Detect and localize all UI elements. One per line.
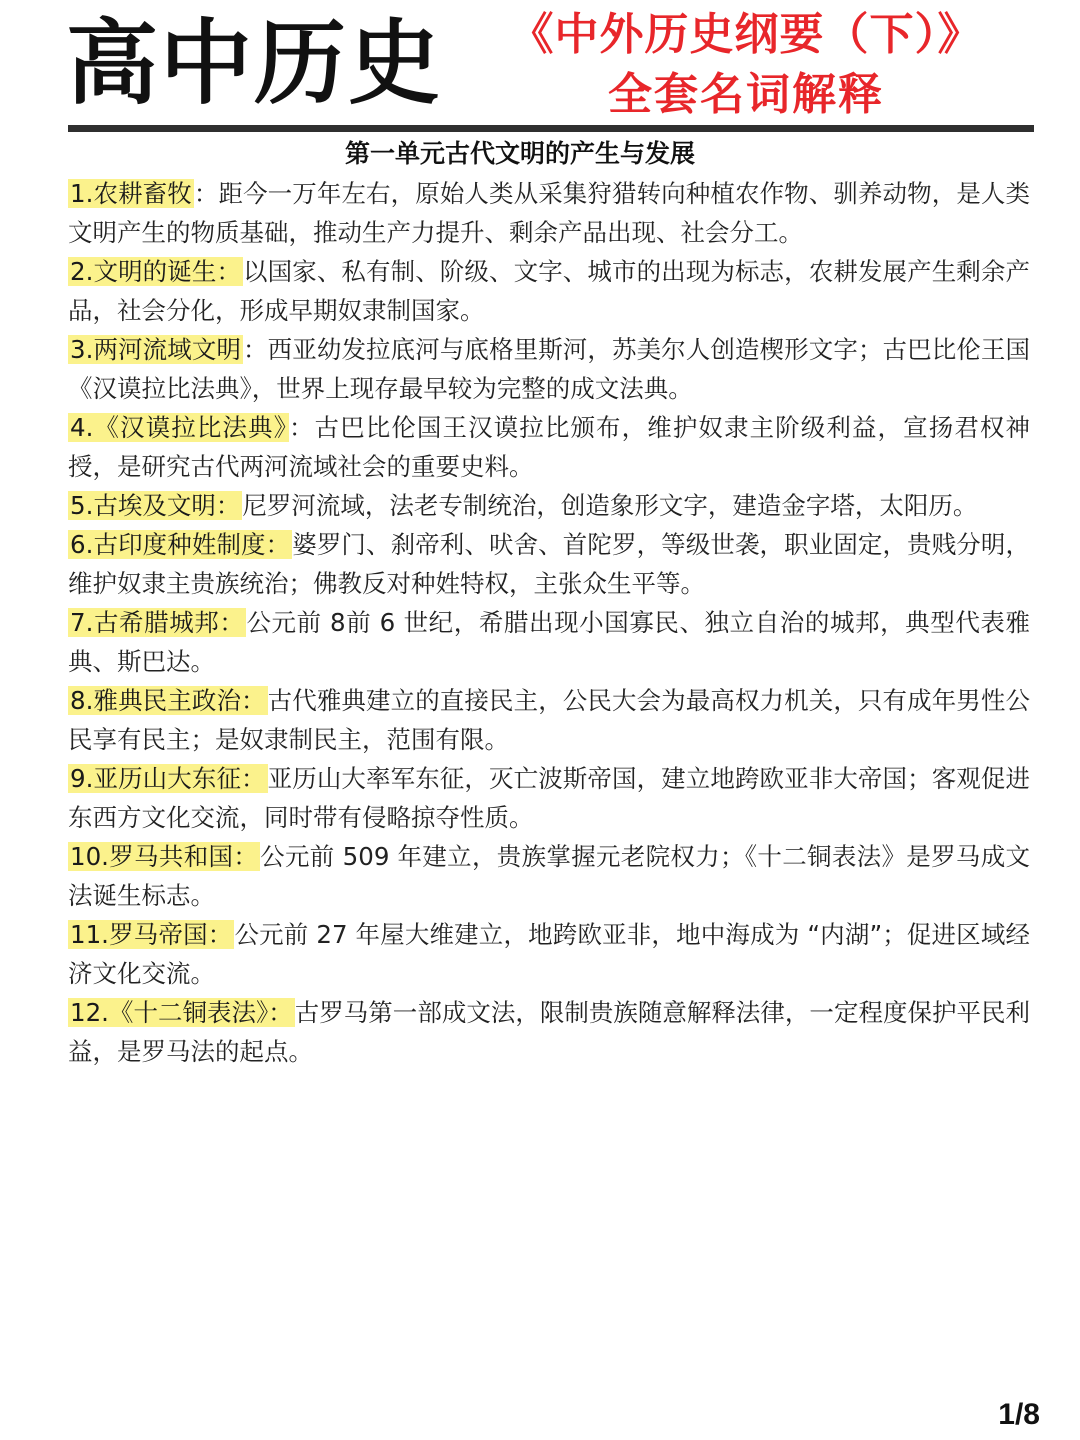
glossary-entry — [68, 486, 1030, 525]
entry-text: 亚历山大率军东征，灭亡波斯帝国，建立地跨欧亚非大帝国；客观促进东西方文化交流，同时带有侵略掠夺性质。 — [68, 764, 1030, 832]
entry-term: 2.文明的诞生： — [70, 257, 242, 286]
glossary-entry — [68, 174, 1030, 252]
unit-title: 第一单元古代文明的产生与发展 — [344, 139, 695, 168]
glossary-entry — [68, 330, 1030, 408]
header-divider — [68, 125, 1034, 132]
subtitle-glossary: 全套名词解释 — [608, 69, 884, 120]
entry-text: 古巴比伦国王汉谟拉比颁布，维护奴隶主阶级利益，宣扬君权神授，是研究古代两河流域社会的重要史料。 — [68, 413, 1031, 481]
entry-term: 9.亚历山大东征： — [70, 764, 266, 793]
glossary-entry — [68, 252, 1030, 330]
entry-text: 以国家、私有制、阶级、文字、城市的出现为标志，农耕发展产生剩余产品，社会分化，形成早期奴隶制国家。 — [68, 257, 1031, 325]
entry-term: 12.《十二铜表法》： — [70, 998, 293, 1027]
entry-text: 古代雅典建立的直接民主，公民大会为最高权力机关，只有成年男性公民享有民主；是奴隶制民主，范围有限。 — [68, 686, 1030, 754]
entry-term: 11.罗马帝国： — [70, 920, 233, 949]
entry-text: 公元前 27 年屋大维建立，地跨欧亚非，地中海成为 “内湖”；促进区域经济文化交流。 — [68, 920, 1031, 988]
document-header — [0, 0, 1080, 135]
glossary-entry — [68, 525, 1030, 603]
entry-term: 6.古印度种姓制度： — [70, 530, 291, 559]
page-number: 1/8 — [998, 1398, 1040, 1431]
glossary-entry — [68, 603, 1030, 681]
entry-term: 1.农耕畜牧 — [70, 179, 192, 208]
glossary-entry — [68, 993, 1030, 1071]
glossary-entry — [68, 408, 1030, 486]
glossary-entry — [68, 915, 1030, 993]
entry-term: 5.古埃及文明： — [70, 491, 241, 520]
glossary-entry — [68, 681, 1030, 759]
entry-term: 7.古希腊城邦： — [70, 608, 245, 637]
main-title: 高中历史 — [66, 10, 443, 117]
entry-text: 西亚幼发拉底河与底格里斯河，苏美尔人创造楔形文字；古巴比伦王国《汉谟拉比法典》，世界上现存最早较为完整的成文法典。 — [68, 335, 1031, 403]
glossary-list — [68, 174, 1030, 1071]
entry-separator: ： — [288, 413, 315, 442]
entry-term: 3.两河流域文明 — [70, 335, 242, 364]
entry-text: 公元前 8前 6 世纪，希腊出现小国寡民、独立自治的城邦，典型代表雅典、斯巴达。 — [68, 608, 1030, 676]
glossary-entry — [68, 759, 1030, 837]
entry-term: 8.雅典民主政治： — [70, 686, 266, 715]
entry-separator: ： — [243, 335, 268, 364]
entry-text: 尼罗河流域，法老专制统治，创造象形文字，建造金字塔，太阳历。 — [242, 491, 978, 520]
entry-text: 古罗马第一部成文法，限制贵族随意解释法律，一定程度保护平民利益，是罗马法的起点。 — [68, 998, 1030, 1066]
entry-text: 距今一万年左右，原始人类从采集狩猎转向种植农作物、驯养动物，是人类文明产生的物质基础，推动生产力提升、剩余产品出现、社会分工。 — [68, 179, 1031, 247]
entry-text: 婆罗门、刹帝利、吠舍、首陀罗，等级世袭，职业固定，贵贱分明，维护奴隶主贵族统治；佛教反对种姓特权，主张众生平等。 — [68, 530, 1030, 598]
entry-text: 公元前 509 年建立，贵族掌握元老院权力；《十二铜表法》是罗马成文法诞生标志。 — [68, 842, 1030, 910]
entry-term: 4.《汉谟拉比法典》 — [70, 413, 287, 442]
subtitle-book-name: 《中外历史纲要（下）》 — [509, 9, 983, 60]
entry-term: 10.罗马共和国： — [70, 842, 259, 871]
glossary-entry — [68, 837, 1030, 915]
entry-separator: ： — [193, 179, 219, 208]
